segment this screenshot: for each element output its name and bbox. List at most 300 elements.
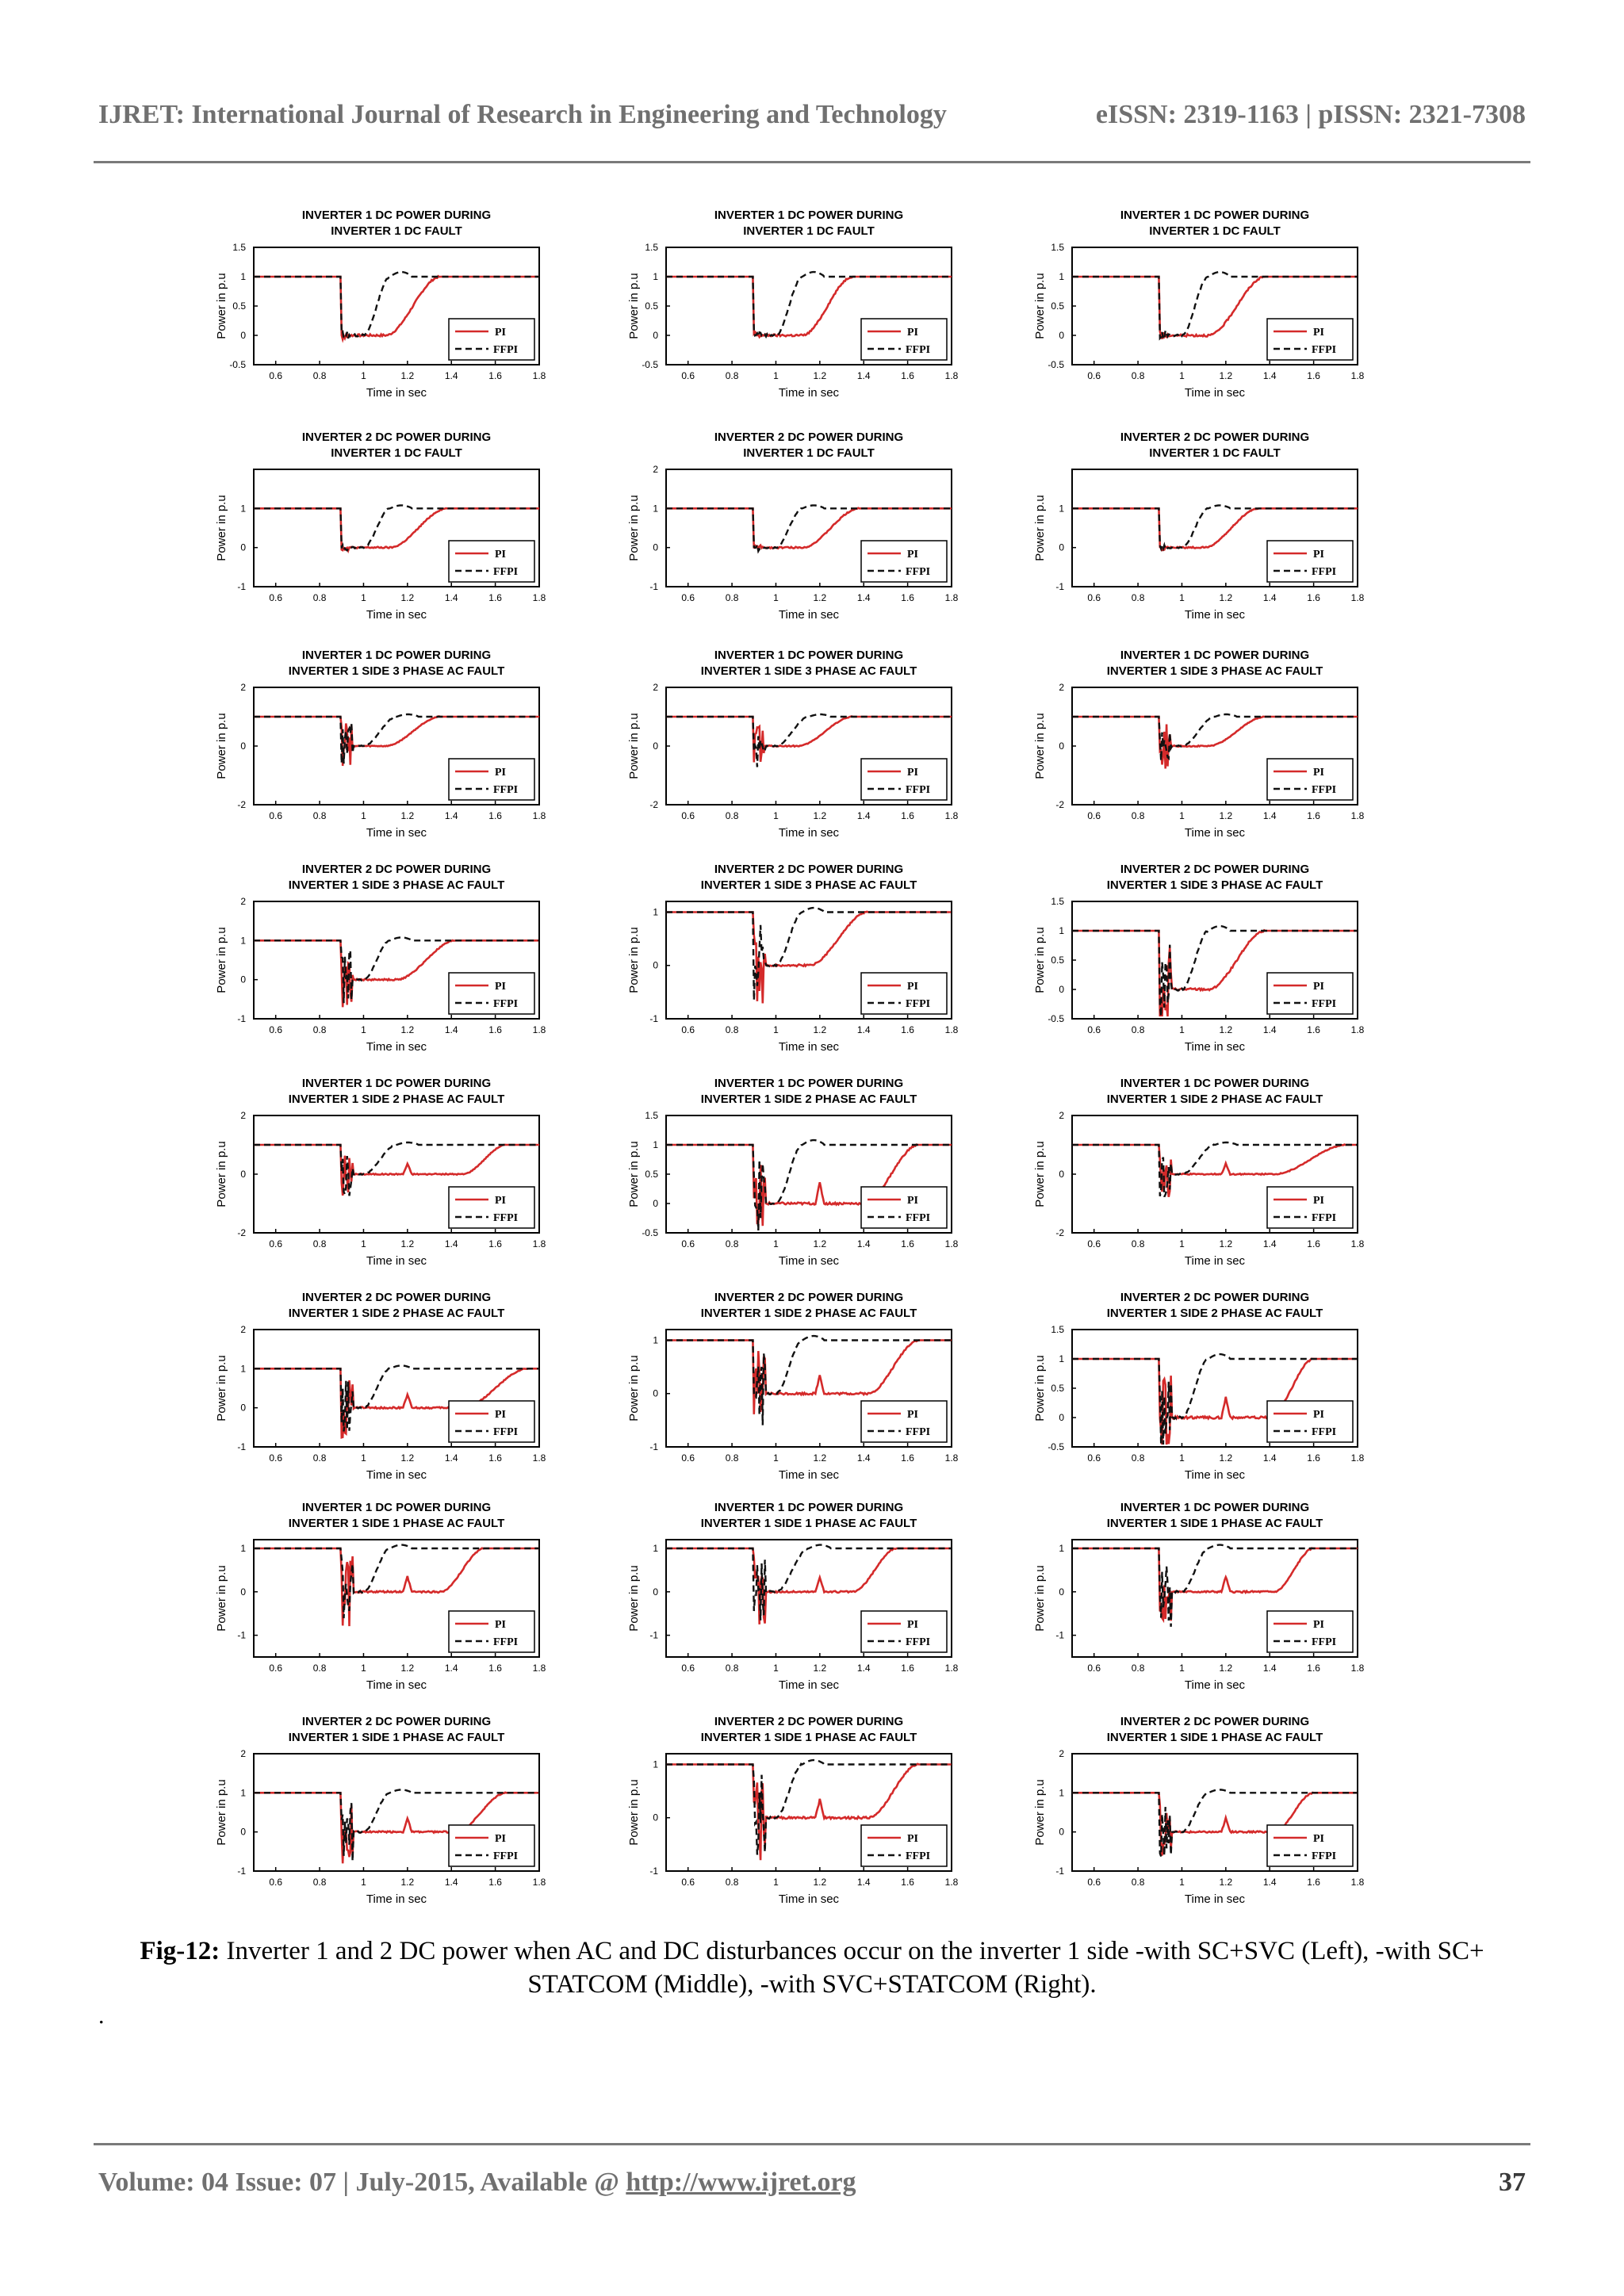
- x-tick-label: 1.4: [1262, 592, 1277, 603]
- x-tick-label: 0.8: [725, 1452, 739, 1464]
- x-tick-label: 1: [361, 370, 366, 381]
- legend: [449, 319, 534, 360]
- x-tick-label: 0.8: [312, 1024, 327, 1035]
- y-axis-label: Power in p.u: [1033, 1355, 1047, 1422]
- legend-pi-label: PI: [1313, 327, 1324, 339]
- x-tick-label: 1.4: [856, 810, 871, 821]
- x-tick-label: 1.4: [444, 810, 458, 821]
- x-tick-label: 0.8: [312, 1877, 327, 1888]
- x-tick-label: 1.2: [1219, 1452, 1233, 1464]
- x-tick-label: 1.4: [1262, 1877, 1277, 1888]
- legend: [861, 1825, 947, 1866]
- y-axis-label: Power in p.u: [627, 1565, 641, 1632]
- y-axis-label: Power in p.u: [215, 1355, 228, 1422]
- y-axis-label: Power in p.u: [215, 1141, 228, 1207]
- x-tick-label: 1.2: [400, 1877, 415, 1888]
- y-tick-label: 0: [653, 740, 658, 752]
- x-tick-label: 1.4: [444, 592, 458, 603]
- legend-box: [449, 1401, 534, 1442]
- y-tick-label: 0.5: [232, 300, 246, 312]
- y-tick-label: 1.5: [645, 1110, 658, 1121]
- legend-ffpi-label: FFPI: [1312, 1850, 1337, 1862]
- legend-pi-label: PI: [1313, 1833, 1324, 1845]
- legend: [1267, 973, 1353, 1014]
- x-axis-label: Time in sec: [778, 608, 840, 622]
- x-tick-label: 1.6: [901, 1452, 914, 1464]
- y-tick-label: 1: [240, 1542, 246, 1554]
- subplot: [1025, 1490, 1373, 1705]
- subplot-svg: [206, 1280, 555, 1494]
- subplot-title: INVERTER 1 DC POWER DURING: [714, 1077, 904, 1090]
- caption-label: Fig-12:: [140, 1937, 220, 1965]
- x-tick-label: 1.2: [813, 810, 827, 821]
- legend-pi-label: PI: [907, 1619, 918, 1631]
- legend-box: [861, 541, 947, 582]
- x-tick-label: 0.6: [681, 370, 695, 381]
- legend: [861, 541, 947, 582]
- y-tick-label: 1: [1059, 503, 1064, 515]
- legend: [449, 1825, 534, 1866]
- y-axis-label: Power in p.u: [1033, 927, 1047, 993]
- x-tick-label: 0.8: [1131, 1877, 1145, 1888]
- legend: [861, 1401, 947, 1442]
- subplot-title: INVERTER 2 DC POWER DURING: [301, 1715, 492, 1728]
- x-tick-label: 1.2: [400, 1663, 415, 1674]
- issn-header: eISSN: 2319-1163 | pISSN: 2321-7308: [1095, 100, 1526, 129]
- x-tick-label: 1.6: [488, 1452, 502, 1464]
- y-tick-label: 1: [653, 1334, 658, 1346]
- x-tick-label: 1.6: [1307, 592, 1320, 603]
- y-tick-label: 2: [240, 896, 246, 907]
- footer-link[interactable]: http://www.ijret.org: [626, 2168, 856, 2197]
- legend-ffpi-label: FFPI: [493, 998, 519, 1010]
- x-tick-label: 1.2: [813, 370, 827, 381]
- y-tick-label: 0: [240, 541, 246, 553]
- x-tick-label: 1: [1179, 1877, 1185, 1888]
- legend-ffpi-label: FFPI: [906, 998, 931, 1010]
- x-tick-label: 1: [1179, 1024, 1185, 1035]
- x-tick-label: 0.6: [269, 810, 283, 821]
- legend: [1267, 1401, 1353, 1442]
- x-tick-label: 1.4: [1262, 1452, 1277, 1464]
- y-tick-label: 2: [240, 1748, 246, 1759]
- x-axis-label: Time in sec: [778, 1468, 840, 1482]
- x-axis-label: Time in sec: [1184, 1040, 1246, 1054]
- legend-box: [1267, 541, 1353, 582]
- y-tick-label: 1.5: [232, 242, 246, 253]
- subplot: [1025, 852, 1373, 1066]
- subplot-svg: [619, 198, 967, 412]
- x-tick-label: 1.2: [813, 1452, 827, 1464]
- y-tick-label: 1: [240, 935, 246, 947]
- x-axis-label: Time in sec: [1184, 608, 1246, 622]
- figure-caption: [95, 1934, 1529, 2001]
- y-tick-label: -1: [237, 1013, 246, 1024]
- legend-pi-label: PI: [907, 981, 918, 993]
- y-tick-label: -1: [237, 1441, 246, 1452]
- y-tick-label: -0.5: [229, 359, 246, 370]
- y-tick-label: 2: [653, 464, 658, 475]
- x-tick-label: 1.8: [1350, 370, 1365, 381]
- x-tick-label: 1: [773, 1024, 779, 1035]
- y-tick-label: -1: [1055, 1866, 1064, 1877]
- subplot: [206, 1490, 555, 1705]
- legend-box: [449, 319, 534, 360]
- y-axis-label: Power in p.u: [1033, 1565, 1047, 1632]
- y-tick-label: 1: [1059, 1542, 1064, 1554]
- subplot-svg: [206, 420, 555, 634]
- x-tick-label: 1.4: [444, 1024, 458, 1035]
- x-tick-label: 1.6: [488, 1024, 502, 1035]
- y-axis-label: Power in p.u: [215, 1565, 228, 1632]
- y-tick-label: 1: [1059, 1787, 1064, 1799]
- subplot: [619, 1705, 967, 1919]
- x-axis-label: Time in sec: [778, 1892, 840, 1906]
- legend-ffpi-label: FFPI: [1312, 1426, 1337, 1438]
- subplot-title: INVERTER 2 DC POWER DURING: [1120, 430, 1310, 444]
- y-tick-label: -0.5: [1048, 359, 1064, 370]
- subplot-title: INVERTER 1 DC FAULT: [331, 446, 462, 460]
- legend-pi-label: PI: [1313, 981, 1324, 993]
- y-tick-label: -0.5: [642, 359, 658, 370]
- x-axis-label: Time in sec: [366, 1678, 427, 1692]
- x-tick-label: 1.6: [488, 1877, 502, 1888]
- x-tick-label: 1.8: [532, 592, 546, 603]
- legend-ffpi-label: FFPI: [906, 1212, 931, 1224]
- x-tick-label: 1.6: [1307, 1877, 1320, 1888]
- x-tick-label: 1: [773, 1877, 779, 1888]
- y-axis-label: Power in p.u: [627, 1355, 641, 1422]
- y-tick-label: 1: [1059, 925, 1064, 936]
- subplot: [206, 638, 555, 852]
- x-tick-label: 1.8: [1350, 1452, 1365, 1464]
- x-tick-label: 1.2: [813, 1877, 827, 1888]
- subplot: [206, 1280, 555, 1494]
- subplot-title: INVERTER 1 SIDE 2 PHASE AC FAULT: [288, 1307, 505, 1320]
- x-axis-label: Time in sec: [366, 826, 427, 840]
- y-axis-label: Power in p.u: [627, 495, 641, 561]
- legend-ffpi-label: FFPI: [906, 344, 931, 356]
- subplot: [619, 420, 967, 634]
- legend: [1267, 1611, 1353, 1652]
- legend: [1267, 319, 1353, 360]
- x-tick-label: 1.4: [1262, 1663, 1277, 1674]
- subplot-svg: [1025, 852, 1373, 1066]
- y-tick-label: 1: [240, 503, 246, 515]
- y-axis-label: Power in p.u: [627, 1141, 641, 1207]
- x-tick-label: 1.6: [1307, 370, 1320, 381]
- x-tick-label: 1: [361, 1238, 366, 1249]
- x-tick-label: 0.8: [725, 1877, 739, 1888]
- legend: [1267, 1825, 1353, 1866]
- x-tick-label: 1.4: [856, 1877, 871, 1888]
- x-tick-label: 1.8: [532, 370, 546, 381]
- subplot-title: INVERTER 1 SIDE 1 PHASE AC FAULT: [700, 1517, 917, 1530]
- x-tick-label: 1.8: [944, 810, 959, 821]
- x-tick-label: 1.2: [400, 1452, 415, 1464]
- x-tick-label: 0.6: [269, 1024, 283, 1035]
- legend-pi-label: PI: [1313, 1195, 1324, 1207]
- x-tick-label: 0.8: [312, 810, 327, 821]
- y-tick-label: 2: [653, 682, 658, 693]
- legend-pi-label: PI: [495, 1195, 506, 1207]
- legend-pi-label: PI: [907, 767, 918, 779]
- x-tick-label: 0.6: [269, 1877, 283, 1888]
- x-tick-label: 1.4: [444, 1452, 458, 1464]
- subplot: [1025, 420, 1373, 634]
- subplot: [619, 1280, 967, 1494]
- series-ffpi-line: [254, 1545, 539, 1619]
- x-tick-label: 1.2: [400, 1024, 415, 1035]
- x-tick-label: 1.4: [444, 1663, 458, 1674]
- legend-ffpi-label: FFPI: [1312, 344, 1337, 356]
- y-tick-label: 1: [653, 503, 658, 515]
- y-tick-label: 2: [240, 1324, 246, 1335]
- legend: [861, 759, 947, 800]
- subplot-title: INVERTER 1 SIDE 1 PHASE AC FAULT: [288, 1731, 505, 1744]
- x-tick-label: 1: [773, 1452, 779, 1464]
- x-tick-label: 0.6: [681, 1024, 695, 1035]
- x-tick-label: 0.6: [1087, 592, 1101, 603]
- x-tick-label: 0.8: [725, 592, 739, 603]
- y-tick-label: 2: [240, 1110, 246, 1121]
- x-axis-label: Time in sec: [1184, 386, 1246, 400]
- subplot-title: INVERTER 1 DC FAULT: [1149, 446, 1281, 460]
- subplot-svg: [206, 852, 555, 1066]
- x-tick-label: 1.4: [1262, 1238, 1277, 1249]
- legend: [861, 1187, 947, 1228]
- x-tick-label: 1.6: [901, 1663, 914, 1674]
- y-tick-label: 0: [240, 740, 246, 752]
- y-tick-label: 1: [1059, 1353, 1064, 1364]
- y-tick-label: 0: [653, 541, 658, 553]
- x-axis-label: Time in sec: [1184, 1678, 1246, 1692]
- x-tick-label: 1.8: [532, 1238, 546, 1249]
- y-tick-label: 1: [240, 271, 246, 282]
- x-tick-label: 0.6: [681, 1663, 695, 1674]
- x-tick-label: 0.8: [725, 810, 739, 821]
- subplot-title: INVERTER 2 DC POWER DURING: [1120, 1715, 1310, 1728]
- y-tick-label: -0.5: [1048, 1013, 1064, 1024]
- x-axis-label: Time in sec: [366, 1468, 427, 1482]
- y-axis-label: Power in p.u: [627, 713, 641, 779]
- x-tick-label: 0.8: [312, 1452, 327, 1464]
- y-tick-label: -2: [1055, 799, 1064, 810]
- legend-ffpi-label: FFPI: [906, 1636, 931, 1648]
- x-tick-label: 0.8: [725, 1024, 739, 1035]
- x-tick-label: 0.6: [269, 592, 283, 603]
- x-tick-label: 0.8: [1131, 1024, 1145, 1035]
- x-tick-label: 1.8: [944, 1877, 959, 1888]
- x-tick-label: 1.2: [400, 1238, 415, 1249]
- y-tick-label: -0.5: [642, 1227, 658, 1238]
- y-tick-label: 0.5: [645, 300, 658, 312]
- legend-box: [449, 973, 534, 1014]
- y-tick-label: 2: [1059, 1110, 1064, 1121]
- y-tick-label: 1: [653, 1542, 658, 1554]
- y-tick-label: -1: [237, 1629, 246, 1641]
- x-tick-label: 1.4: [1262, 1024, 1277, 1035]
- x-tick-label: 1.4: [856, 1452, 871, 1464]
- x-tick-label: 1: [1179, 1663, 1185, 1674]
- subplot-title: INVERTER 2 DC POWER DURING: [1120, 863, 1310, 876]
- subplot-title: INVERTER 1 DC FAULT: [331, 224, 462, 238]
- y-tick-label: 0: [240, 1402, 246, 1414]
- y-tick-label: 2: [1059, 1748, 1064, 1759]
- y-tick-label: 1.5: [1051, 1324, 1064, 1335]
- legend: [449, 1187, 534, 1228]
- series-pi-line: [1072, 1548, 1358, 1621]
- x-tick-label: 1.2: [1219, 1877, 1233, 1888]
- x-tick-label: 1.4: [444, 370, 458, 381]
- x-tick-label: 1.4: [1262, 370, 1277, 381]
- x-tick-label: 1.8: [944, 1024, 959, 1035]
- subplot-title: INVERTER 1 DC POWER DURING: [1120, 649, 1310, 662]
- x-axis-label: Time in sec: [366, 1040, 427, 1054]
- legend-ffpi-label: FFPI: [1312, 784, 1337, 796]
- legend-ffpi-label: FFPI: [493, 1426, 519, 1438]
- legend: [861, 973, 947, 1014]
- subplot-title: INVERTER 1 SIDE 1 PHASE AC FAULT: [288, 1517, 505, 1530]
- y-tick-label: 1: [653, 906, 658, 918]
- y-axis-label: Power in p.u: [1033, 1779, 1047, 1846]
- y-tick-label: 1.5: [645, 242, 658, 253]
- x-tick-label: 1.2: [1219, 810, 1233, 821]
- x-tick-label: 1.6: [901, 810, 914, 821]
- x-tick-label: 0.6: [681, 592, 695, 603]
- subplot-svg: [619, 1705, 967, 1919]
- x-axis-label: Time in sec: [1184, 1892, 1246, 1906]
- legend-pi-label: PI: [1313, 1619, 1324, 1631]
- subplot-title: INVERTER 2 DC POWER DURING: [1120, 1291, 1310, 1304]
- x-tick-label: 1.6: [1307, 1024, 1320, 1035]
- subplot: [1025, 1066, 1373, 1280]
- x-axis-label: Time in sec: [1184, 826, 1246, 840]
- x-tick-label: 0.6: [1087, 1024, 1101, 1035]
- y-tick-label: -2: [237, 799, 246, 810]
- y-tick-label: 0: [240, 1826, 246, 1838]
- x-tick-label: 1.8: [944, 1663, 959, 1674]
- x-tick-label: 0.6: [269, 1238, 283, 1249]
- x-axis-label: Time in sec: [778, 1678, 840, 1692]
- subplot-title: INVERTER 2 DC POWER DURING: [714, 1291, 904, 1304]
- legend-pi-label: PI: [495, 327, 506, 339]
- subplot: [619, 1066, 967, 1280]
- x-tick-label: 1.4: [856, 370, 871, 381]
- legend-pi-label: PI: [495, 1833, 506, 1845]
- y-axis-label: Power in p.u: [1033, 495, 1047, 561]
- x-tick-label: 1.6: [901, 370, 914, 381]
- x-axis-label: Time in sec: [366, 1254, 427, 1268]
- x-tick-label: 1.2: [813, 1663, 827, 1674]
- subplot-title: INVERTER 1 SIDE 2 PHASE AC FAULT: [1106, 1307, 1323, 1320]
- subplot-title: INVERTER 1 SIDE 3 PHASE AC FAULT: [700, 664, 917, 678]
- x-tick-label: 1.6: [1307, 810, 1320, 821]
- x-tick-label: 1.8: [532, 1024, 546, 1035]
- x-tick-label: 1: [361, 1663, 366, 1674]
- x-tick-label: 1.8: [532, 1663, 546, 1674]
- x-tick-label: 0.8: [312, 592, 327, 603]
- x-tick-label: 1.6: [488, 1663, 502, 1674]
- footer-volume: [98, 2168, 856, 2198]
- legend-box: [861, 973, 947, 1014]
- y-tick-label: 0: [653, 1812, 658, 1823]
- subplot-title: INVERTER 1 DC FAULT: [1149, 224, 1281, 238]
- x-tick-label: 0.8: [725, 1238, 739, 1249]
- legend: [1267, 541, 1353, 582]
- x-axis-label: Time in sec: [1184, 1254, 1246, 1268]
- x-tick-label: 1.8: [1350, 592, 1365, 603]
- y-tick-label: 1.5: [1051, 242, 1064, 253]
- y-tick-label: 1: [653, 1758, 658, 1770]
- x-tick-label: 0.6: [681, 810, 695, 821]
- subplot-title: INVERTER 1 DC POWER DURING: [301, 1077, 492, 1090]
- legend-box: [1267, 1611, 1353, 1652]
- subplot: [206, 1705, 555, 1919]
- x-tick-label: 1.2: [1219, 1238, 1233, 1249]
- y-tick-label: 1: [240, 1363, 246, 1375]
- subplot-svg: [619, 852, 967, 1066]
- subplot-svg: [206, 1705, 555, 1919]
- y-tick-label: -1: [649, 581, 658, 592]
- x-tick-label: 1.6: [901, 592, 914, 603]
- y-axis-label: Power in p.u: [627, 1779, 641, 1846]
- legend-ffpi-label: FFPI: [906, 1850, 931, 1862]
- subplot-title: INVERTER 1 SIDE 3 PHASE AC FAULT: [288, 664, 505, 678]
- legend: [1267, 1187, 1353, 1228]
- subplot-title: INVERTER 1 DC POWER DURING: [714, 1501, 904, 1514]
- x-tick-label: 1.4: [444, 1238, 458, 1249]
- x-tick-label: 1: [1179, 592, 1185, 603]
- x-tick-label: 0.8: [1131, 370, 1145, 381]
- subplot-title: INVERTER 1 DC POWER DURING: [301, 209, 492, 222]
- legend-ffpi-label: FFPI: [493, 344, 519, 356]
- legend: [861, 1611, 947, 1652]
- x-tick-label: 1: [773, 1663, 779, 1674]
- legend-box: [449, 1611, 534, 1652]
- y-axis-label: Power in p.u: [215, 495, 228, 561]
- x-axis-label: Time in sec: [366, 1892, 427, 1906]
- legend-pi-label: PI: [495, 981, 506, 993]
- subplot-title: INVERTER 1 DC POWER DURING: [714, 649, 904, 662]
- subplot: [206, 1066, 555, 1280]
- y-tick-label: 2: [240, 682, 246, 693]
- subplot-title: INVERTER 1 DC POWER DURING: [1120, 1077, 1310, 1090]
- x-tick-label: 1.6: [901, 1238, 914, 1249]
- y-tick-label: 1: [653, 271, 658, 282]
- legend-ffpi-label: FFPI: [906, 566, 931, 578]
- y-tick-label: -1: [649, 1629, 658, 1641]
- x-tick-label: 0.8: [1131, 592, 1145, 603]
- subplot-title: INVERTER 1 SIDE 2 PHASE AC FAULT: [1106, 1093, 1323, 1106]
- x-tick-label: 1.4: [856, 1238, 871, 1249]
- y-tick-label: 0: [1059, 1826, 1064, 1838]
- journal-header: IJRET: International Journal of Research in Engineering and Technology: [98, 100, 947, 129]
- subplot-title: INVERTER 1 SIDE 3 PHASE AC FAULT: [1106, 664, 1323, 678]
- x-tick-label: 1.4: [856, 1663, 871, 1674]
- y-axis-label: Power in p.u: [1033, 1141, 1047, 1207]
- y-tick-label: 0: [240, 1586, 246, 1598]
- y-tick-label: -1: [237, 581, 246, 592]
- y-axis-label: Power in p.u: [215, 713, 228, 779]
- subplot-svg: [1025, 638, 1373, 852]
- x-tick-label: 1: [1179, 370, 1185, 381]
- legend: [449, 1611, 534, 1652]
- legend-box: [861, 1401, 947, 1442]
- y-tick-label: 0: [653, 959, 658, 971]
- legend-pi-label: PI: [907, 1833, 918, 1845]
- subplot-svg: [1025, 1280, 1373, 1494]
